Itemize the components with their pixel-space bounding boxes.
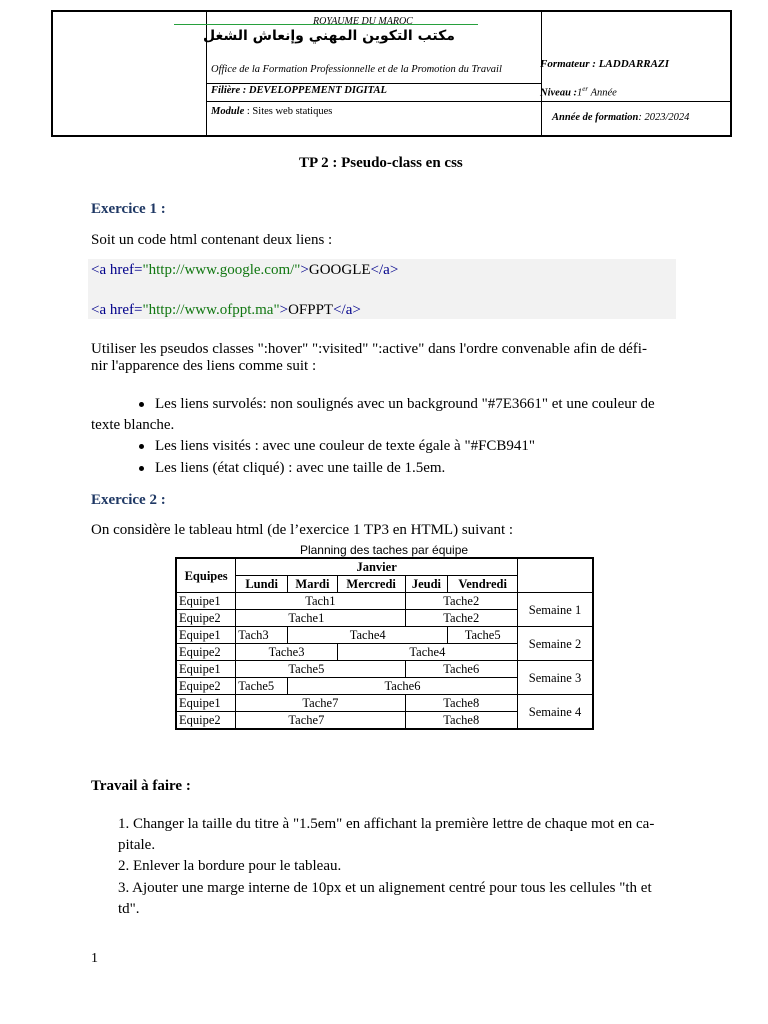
work-item: 3. Ajouter une marge interne de 10px et un alignement centré pour tous les cellules "th et	[118, 880, 652, 896]
code-line-2	[91, 302, 361, 319]
table-header: Equipes	[176, 558, 236, 593]
formateur-name: LADDARRAZI	[598, 58, 669, 70]
code-line-1	[91, 262, 398, 279]
exercise-1-paragraph-line-1: Utiliser les pseudos classes ":hover" ":visited" ":active" dans l'ordre convenable afin de défi-	[91, 341, 647, 357]
table-cell: Semaine 2	[517, 627, 593, 661]
exercise-2-intro: On considère le tableau html (de l’exercice 1 TP3 en HTML) suivant :	[91, 522, 514, 538]
module-label: Module	[211, 106, 245, 117]
niveau-value: 1	[577, 87, 583, 99]
table-cell: Tache5	[236, 678, 288, 695]
table-row	[176, 593, 593, 610]
formateur	[540, 58, 669, 70]
table-row	[176, 558, 593, 576]
table-cell: Semaine 4	[517, 695, 593, 730]
table-header: Lundi	[236, 576, 288, 593]
code-tag: >	[279, 302, 289, 318]
table-cell: Equipe2	[176, 644, 236, 661]
bullet-icon	[139, 466, 144, 471]
table-header: Vendredi	[448, 576, 518, 593]
table-cell: Equipe1	[176, 593, 236, 610]
code-tag: </a>	[370, 262, 399, 278]
work-item: 2. Enlever la bordure pour le tableau.	[118, 858, 342, 874]
table-cell: Tache4	[288, 627, 448, 644]
exercise-2-heading: Exercice 2 :	[91, 492, 166, 508]
bullet-icon	[139, 444, 144, 449]
work-item-continuation: td".	[118, 901, 140, 917]
table-cell: Tache6	[405, 661, 517, 678]
code-tag: <a	[91, 302, 110, 318]
page-title: TP 2 : Pseudo-class en css	[299, 155, 463, 171]
code-attr: href=	[109, 302, 143, 318]
code-text: OFPPT	[288, 302, 334, 318]
table-cell: Tache6	[288, 678, 518, 695]
office-name: Office de la Formation Professionnelle et de la Promotion du Travail	[211, 64, 502, 75]
table-caption: Planning des taches par équipe	[299, 543, 469, 557]
code-tag: >	[300, 262, 309, 278]
work-heading: Travail à faire :	[91, 778, 191, 794]
bullet-item: Les liens visités : avec une couleur de texte égale à "#FCB941"	[155, 438, 536, 454]
annee-value: : 2023/2024	[638, 112, 690, 123]
bullet-item: Les liens survolés: non soulignés avec un background "#7E3661" et une couleur de	[155, 396, 655, 412]
header-divider	[206, 83, 541, 84]
table-cell: Tach3	[236, 627, 288, 644]
table-cell: Equipe2	[176, 712, 236, 730]
table-cell: Equipe1	[176, 661, 236, 678]
code-value: "http://www.google.com/"	[142, 262, 301, 278]
module	[211, 106, 332, 117]
page-number: 1	[91, 951, 98, 966]
table-row	[176, 627, 593, 644]
table-row	[176, 661, 593, 678]
work-item-continuation: pitale.	[118, 837, 156, 853]
niveau-sup: er	[582, 85, 589, 93]
annee-label: Année de formation	[552, 112, 639, 123]
table-cell: Tache7	[236, 712, 405, 730]
table-cell: Tache4	[337, 644, 517, 661]
table-cell: Semaine 1	[517, 593, 593, 627]
green-rule	[174, 24, 478, 25]
bullet-item-continuation: texte blanche.	[91, 417, 175, 433]
table-cell: Tache1	[236, 610, 405, 627]
kingdom-label: ROYAUME DU MAROC	[313, 16, 413, 27]
header-divider	[541, 12, 542, 135]
table-header: Jeudi	[405, 576, 448, 593]
code-tag: </a>	[333, 302, 361, 318]
bullet-icon	[139, 402, 144, 407]
table-cell	[517, 558, 593, 593]
exercise-1-paragraph-line-2: nir l'apparence des liens comme suit :	[91, 358, 317, 374]
table-header: Janvier	[236, 558, 518, 576]
annee	[552, 112, 689, 123]
table-header: Mardi	[288, 576, 338, 593]
table-cell: Tache2	[405, 610, 517, 627]
table-cell: Tache5	[448, 627, 518, 644]
niveau-label: Niveau :	[540, 87, 578, 99]
work-item: 1. Changer la taille du titre à "1.5em" en affichant la première lettre de chaque mot en ca-	[118, 816, 655, 832]
code-tag: <a	[91, 262, 110, 278]
module-value: : Sites web statiques	[244, 106, 333, 117]
bullet-item: Les liens (état cliqué) : avec une taille de 1.5em.	[155, 460, 446, 476]
niveau-rest: Année	[588, 87, 617, 99]
niveau	[540, 85, 617, 99]
table-cell: Equipe2	[176, 678, 236, 695]
planning-table	[175, 557, 594, 730]
table-header: Mercredi	[337, 576, 405, 593]
table-cell: Tache8	[405, 695, 517, 712]
table-cell: Equipe2	[176, 610, 236, 627]
code-attr: href=	[109, 262, 143, 278]
code-value: "http://www.ofppt.ma"	[142, 302, 280, 318]
exercise-1-heading: Exercice 1 :	[91, 201, 166, 217]
table-cell: Equipe1	[176, 695, 236, 712]
table-cell: Tache8	[405, 712, 517, 730]
arabic-office-name: مكتب التكوين المهني وإنعاش الشغل	[203, 28, 455, 44]
code-text: GOOGLE	[308, 262, 371, 278]
table-cell: Tach1	[236, 593, 405, 610]
table-row	[176, 695, 593, 712]
filiere: Filière : DEVELOPPEMENT DIGITAL	[211, 85, 387, 96]
table-cell: Tache2	[405, 593, 517, 610]
exercise-1-intro: Soit un code html contenant deux liens :	[91, 232, 333, 248]
table-cell: Semaine 3	[517, 661, 593, 695]
table-cell: Tache5	[236, 661, 405, 678]
formateur-label: Formateur :	[540, 58, 599, 70]
header-divider	[206, 101, 731, 102]
table-cell: Tache3	[236, 644, 338, 661]
table-cell: Equipe1	[176, 627, 236, 644]
table-cell: Tache7	[236, 695, 405, 712]
